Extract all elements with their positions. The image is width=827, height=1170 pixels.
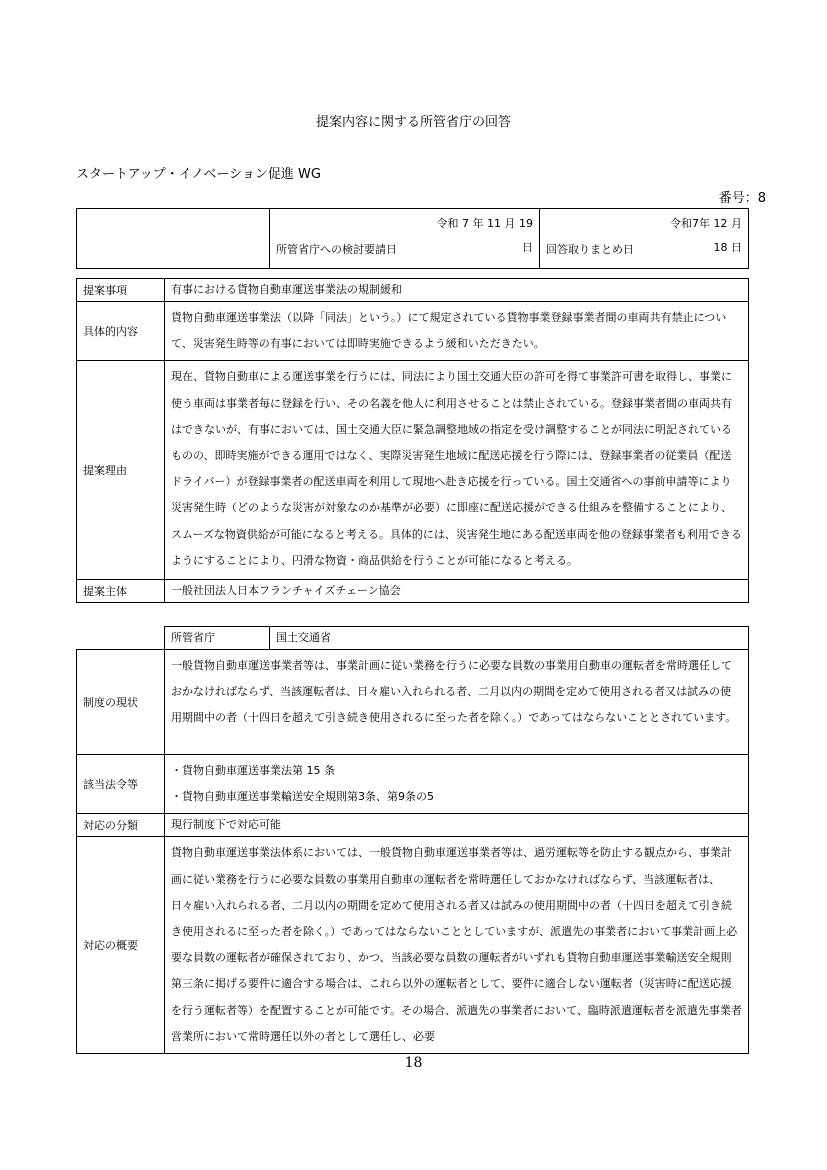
response-table (76, 626, 749, 1054)
reason-label: 提案理由 (77, 361, 165, 580)
header-blank-cell (77, 209, 270, 269)
laws-value (165, 755, 749, 814)
proposer-value: 一般社団法人日本フランチャイズチェーン協会 (165, 580, 749, 603)
response-date-value (637, 209, 749, 269)
header-table (76, 208, 749, 269)
working-group-label: スタートアップ・イノベーション促進 WG (76, 167, 321, 182)
current-system-value: 一般貨物自動車運送事業者等は、事業計画に従い業務を行うに必要な員数の事業用自動車の運転者を常時選任しておかなければならず、当該運転者は、日々雇い入れられる者、二月以内の期間を定めて使用される者又は試みの使用期間中の者（十四日を超えて引き続き使用されるに至った者を除く。）であってはならないこととされています。 (165, 650, 749, 755)
law-item: ・貨物自動車運送事業法第 15 条 (171, 764, 335, 777)
proposal-table (76, 278, 749, 603)
request-date-line1: 令和 7 年 11 月 19 (436, 217, 533, 230)
response-date-line1: 令和7年 12 月 (670, 217, 742, 230)
details-value: 貨物自動車運送事業法（以降「同法」という。）にて規定されている貨物事業登録事業者間の車両共有禁止について、災害発生時等の有事においては即時実施できるよう緩和いただきたい。 (165, 302, 749, 361)
request-date-label: 所管省庁への検討要請日 (270, 209, 411, 269)
document-title: 提案内容に関する所管省庁の回答 (315, 115, 511, 130)
request-date-line2: 日 (522, 241, 533, 254)
law-item: ・貨物自動車運送事業輸送安全規則第3条、第9条の5 (171, 790, 434, 804)
response-date-line2: 18 日 (713, 241, 742, 254)
response-blank-cell (77, 627, 165, 650)
category-label: 対応の分類 (77, 814, 165, 837)
subject-label: 提案事項 (77, 279, 165, 302)
summary-value: 貨物自動車運送事業法体系においては、一般貨物自動車運送事業者等は、過労運転等を防止する観点から、事業計画に従い業務を行うに必要な員数の事業用自動車の運転者を常時選任しておかなければならず、当該運転者は、日々雇い入れられる者、二月以内の期間を定めて使用される者又は試みの使用期間中の者（十四日を超えて引き続き使用されるに至った者を除く。）であってはならないこととしていますが、派遣先の事業者において事業計画上必要な員数の運転者が確保されており、かつ、当該必要な員数の運転者がいずれも貨物自動車運送事業輸送安全規則第三条に掲げる要件に適合する場合は、これら以外の運転者として、要件に適合しない運転者（災害時に配送応援を行う運転者等）を配置することが可能です。その場合、派遣先の事業者において、臨時派遣運転者を派遣先事業者営業所において常時選任以外の者として選任し、必要 (165, 837, 749, 1054)
summary-label: 対応の概要 (77, 837, 165, 1054)
subject-value: 有事における貨物自動車運送事業法の規制緩和 (165, 279, 749, 302)
details-label: 具体的内容 (77, 302, 165, 361)
ministry-label: 所管省庁 (165, 627, 270, 650)
proposer-label: 提案主体 (77, 580, 165, 603)
proposal-number: 番号：8 (718, 191, 766, 206)
request-date-value (411, 209, 540, 269)
laws-label: 該当法令等 (77, 755, 165, 814)
current-system-label: 制度の現状 (77, 650, 165, 755)
ministry-value: 国土交通省 (270, 627, 749, 650)
category-value: 現行制度下で対応可能 (165, 814, 749, 837)
response-date-label: 回答取りまとめ日 (540, 209, 637, 269)
page-number: 18 (404, 1055, 423, 1071)
reason-value: 現在、貨物自動車による運送事業を行うには、同法により国土交通大臣の許可を得て事業許可書を取得し、事業に使う車両は事業者毎に登録を行い、その名義を他人に利用させることは禁止されている。登録事業者間の車両共有はできないが、有事においては、国土交通大臣に緊急調整地域の指定を受け調整することが同法に明記されているものの、即時実施ができる運用ではなく、実際災害発生地域に配送応援を行う際には、登録事業者の従業員（配送ドライバー）が登録事業者の配送車両を利用して現地へ赴き応援を行っている。国土交通省への事前申請等により災害発生時（どのような災害が対象なのか基準が必要）に即座に配送応援ができる仕組みを整備することにより、スムーズな物資供給が可能になると考える。具体的には、災害発生地にある配送車両を他の登録事業者も利用できるようにすることにより、円滑な物資・商品供給を行うことが可能になると考える。 (165, 361, 749, 580)
